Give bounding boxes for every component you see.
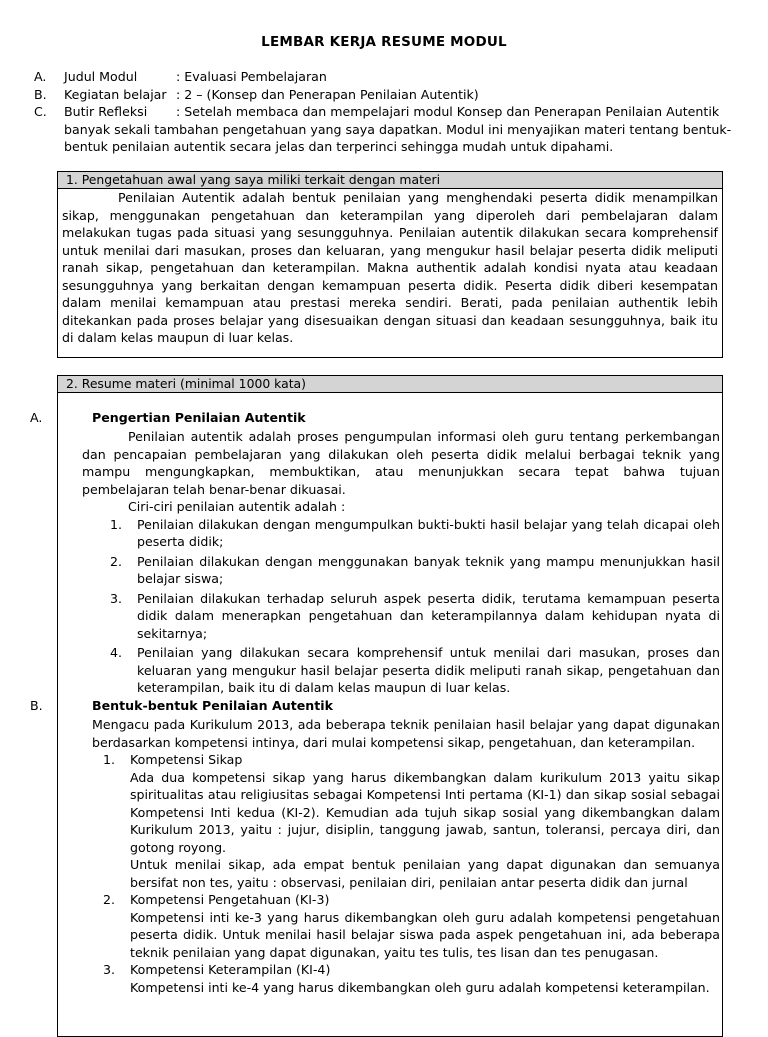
section-a	[30, 409, 730, 697]
ciri-list	[30, 516, 730, 697]
list-item: 2. Penilaian dilakukan dengan menggunakan banyak teknik yang mampu menunjukkan hasil belajar siswa;	[110, 553, 720, 586]
section-b	[30, 697, 730, 996]
prior-knowledge-box	[57, 171, 723, 358]
prior-knowledge-header: 1. Pengetahuan awal yang saya miliki terkait dengan materi	[58, 172, 722, 189]
list-item: 2. Kompetensi Pengetahuan (KI-3) Kompetensi inti ke-3 yang harus dikembangkan oleh guru adalah kompetensi pengetahuan peserta didik. Untuk menilai hasil belajar siswa pada aspek pengetahuan ini, ada beberapa teknik penilaian yang dapat digunakan, yaitu tes tulis, tes lisan dan tes penugasan.	[103, 892, 720, 960]
list-item: 3. Penilaian dilakukan terhadap seluruh aspek peserta didik, terutama kemampuan peserta didik dalam menerapkan pengetahuan dan keterampilannya dalam kehidupan nyata di sekitarnya;	[110, 590, 720, 641]
section-b-paragraph: Mengacu pada Kurikulum 2013, ada beberapa teknik penilaian hasil belajar yang dapat digunakan berdasarkan kompetensi intinya, dari mulai kompetensi sikap, pengetahuan, dan keterampilan.	[92, 717, 720, 750]
kompetensi-heading: Kompetensi Keterampilan (KI-4)	[130, 962, 331, 977]
section-a-title: Pengertian Penilaian Autentik	[92, 410, 306, 425]
page-title: LEMBAR KERJA RESUME MODUL	[261, 34, 507, 50]
list-item: 1. Kompetensi Sikap Ada dua kompetensi sikap yang harus dikembangkan dalam kurikulum 2013 yaitu sikap spiritualitas atau religiusitas sebagai Kompetensi Inti pertama (KI-1) dan sikap sosial sebagai Kompetensi Inti kedua (KI-2). Kemudian ada tujuh sikap sosial yang dikembangkan dalam Kurikulum 2013, yaitu : jujur, disiplin, tanggung jawab, santun, toleransi, percaya diri, dan gotong royong. Untuk menilai sikap, ada empat bentuk penilaian yang dapat digunakan dan semuanya bersifat non tes, yaitu : observasi, penilaian diri, penilaian antar peserta didik dan jurnal	[103, 752, 720, 890]
section-a-letter: A.	[30, 410, 43, 425]
section-b-title: Bentuk-bentuk Penilaian Autentik	[92, 698, 333, 713]
section-a-paragraph: Penilaian autentik adalah proses pengumpulan informasi oleh guru tentang perkembangan dan pencapaian pembelajaran yang dilakukan oleh peserta didik melalui berbagai teknik yang mampu mengungkapkan, membuktikan, atau menunjukkan secara tepat bahwa tujuan pembelajaran telah benar-benar dikuasai.	[82, 429, 720, 497]
list-item: 4. Penilaian yang dilakukan secara komprehensif untuk menilai dari masukan, proses dan keluaran yang mengukur hasil belajar peserta didik meliputi ranah sikap, pengetahuan dan keterampilan, baik itu di dalam kelas maupun di luar kelas.	[110, 645, 720, 695]
list-item: 1. Penilaian dilakukan dengan mengumpulkan bukti-bukti hasil belajar yang telah dicapai oleh peserta didik;	[110, 516, 720, 549]
meta-row-butir: C. Butir Refleksi : Setelah membaca dan mempelajari modul Konsep dan Penerapan Penilaian Autentik	[34, 104, 720, 119]
resume-header: 2. Resume materi (minimal 1000 kata)	[58, 376, 722, 393]
section-a-ciri: Ciri-ciri penilaian autentik adalah :	[128, 499, 346, 514]
kompetensi-text: Ada dua kompetensi sikap yang harus dikembangkan dalam kurikulum 2013 yaitu sikap spiritualitas atau religiusitas sebagai Kompetensi Inti pertama (KI-1) dan sikap sosial sebagai Kompetensi Inti kedua (KI-2). Kemudian ada tujuh sikap sosial yang dikembangkan dalam Kurikulum 2013, yaitu : jujur, disiplin, tanggung jawab, santun, toleransi, percaya diri, dan gotong royong.	[130, 769, 720, 855]
kompetensi-heading: Kompetensi Pengetahuan (KI-3)	[130, 892, 330, 907]
list-item: 3. Kompetensi Keterampilan (KI-4) Kompetensi inti ke-4 yang harus dikembangkan oleh guru adalah kompetensi keterampilan.	[130, 961, 720, 996]
kompetensi-text: Kompetensi inti ke-3 yang harus dikembangkan oleh guru adalah kompetensi pengetahuan peserta didik. Untuk menilai hasil belajar siswa pada aspek pengetahuan ini, ada beberapa teknik penilaian yang dapat digunakan, yaitu tes tulis, tes lisan dan tes penugasan.	[130, 909, 720, 960]
kompetensi-list	[30, 751, 730, 996]
meta-row-judul: A. Judul Modul : Evaluasi Pembelajaran	[34, 69, 327, 84]
kompetensi-text-2: Untuk menilai sikap, ada empat bentuk penilaian yang dapat digunakan dan semuanya bersifat non tes, yaitu : observasi, penilaian diri, penilaian antar peserta didik dan jurnal	[130, 857, 720, 890]
kompetensi-heading: Kompetensi Sikap	[130, 752, 243, 767]
module-info	[34, 68, 734, 156]
meta-row-kegiatan: B. Kegiatan belajar : 2 – (Konsep dan Penerapan Penilaian Autentik)	[34, 86, 479, 102]
butir-refleksi-text: banyak sekali tambahan pengetahuan yang saya dapatkan. Modul ini menyajikan materi tentang bentuk-bentuk penilaian autentik secara jelas dan terperinci sehingga mudah untuk dipahami.	[64, 121, 732, 154]
prior-knowledge-text: Penilaian Autentik adalah bentuk penilaian yang menghendaki peserta didik menampilkan sikap, menggunakan pengetahuan dan keterampilan yang diperoleh dari pembelajaran dalam melakukan tugas pada situasi yang sesungguhnya. Penilaian autentik dilakukan secara komprehensif untuk menilai dari masukan, proses dan keluaran, yang mengukur hasil belajar peserta didik meliputi ranah sikap, pengetahuan dan keterampilan. Makna authentik adalah kondisi nyata atau keadaan sesungguhnya yang berkaitan dengan kemampuan peserta didik. Peserta didik diberi kesempatan dalam menilai kemampuan atau prestasi mereka sendiri. Berati, pada penilaian authentik lebih ditekankan pada proses belajar yang disesuaikan dengan situasi dan keadaan sesungguhnya, baik itu di dalam kelas maupun di luar kelas.	[62, 190, 718, 345]
kompetensi-text: Kompetensi inti ke-4 yang harus dikembangkan oleh guru adalah kompetensi keterampilan.	[130, 979, 710, 995]
section-b-letter: B.	[30, 698, 43, 713]
